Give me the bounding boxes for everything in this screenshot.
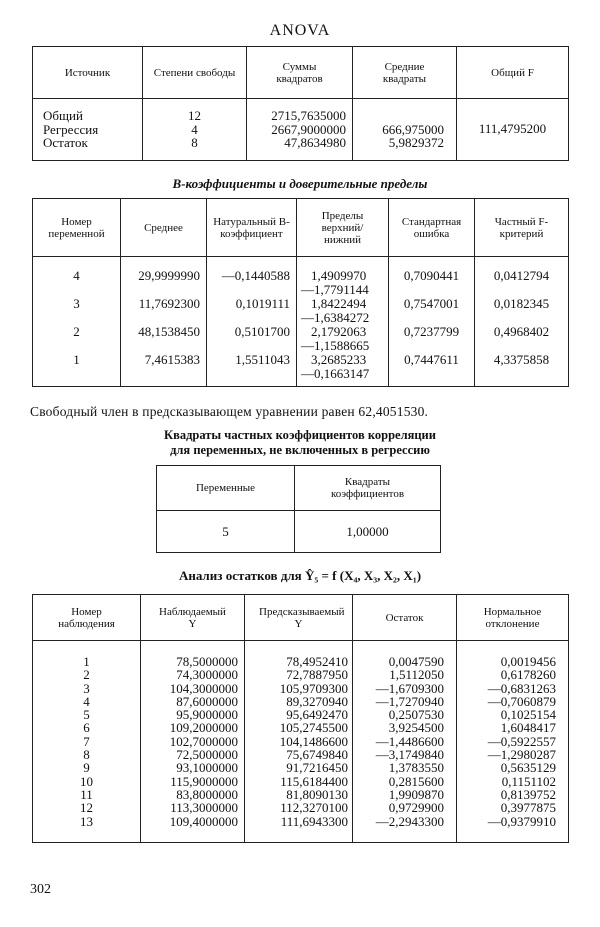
anova-ss: 2715,7635000 2667,9000000 47,8634980 xyxy=(247,99,353,161)
res-header-residual: Остаток xyxy=(353,595,457,641)
residual-cell: 0,0047590 xyxy=(388,654,444,669)
residual-cell: 115,9000000 xyxy=(170,773,238,789)
residual-cell: —1,7270940 xyxy=(375,693,444,709)
residual-cell: 1 xyxy=(83,654,90,669)
residual-cell: —1,6709300 xyxy=(375,680,444,696)
residual-cell: 105,9709300 xyxy=(279,680,348,696)
res-predicted-col xyxy=(245,641,353,843)
residual-cell: 112,3270100 xyxy=(280,800,348,816)
bcoef-title: В-коэффициенты и доверительные пределы xyxy=(172,176,428,191)
bcoef-header-limits: Пределы верхний/нижний xyxy=(297,199,389,257)
anova-df: 12 4 8 xyxy=(143,99,247,161)
residual-cell: 89,3270940 xyxy=(286,693,348,709)
anova-sources: Общий Регрессия Остаток xyxy=(33,99,143,161)
residual-cell: 8 xyxy=(83,747,90,763)
residual-cell: 81,8090130 xyxy=(286,786,348,802)
anova-table xyxy=(32,46,569,161)
residual-cell: 87,6000000 xyxy=(176,693,238,709)
residual-cell: —1,4486600 xyxy=(375,733,444,749)
residual-cell: 1,6048417 xyxy=(500,720,556,736)
residual-cell: 0,0019456 xyxy=(500,654,556,669)
bcoef-header-f: Частный F-критерий xyxy=(475,199,569,257)
residual-cell: 113,3000000 xyxy=(170,800,238,816)
residual-cell: 95,9000000 xyxy=(176,707,238,723)
residual-cell: 1,9909870 xyxy=(388,786,444,802)
residual-cell: 74,3000000 xyxy=(176,667,238,683)
residual-cell: 3 xyxy=(83,680,90,696)
residual-cell: 105,2745500 xyxy=(279,720,348,736)
residual-cell: 93,1000000 xyxy=(176,760,238,776)
bcoef-row: 4 29,9999990 —0,1440588 1,4909970 —1,7791144 0,7090441 0,0412794 xyxy=(33,257,569,297)
residual-cell: 104,1486600 xyxy=(279,733,348,749)
residual-cell: —0,7060879 xyxy=(487,693,556,709)
anova-header-source: Источник xyxy=(33,47,143,99)
residual-cell: 102,7000000 xyxy=(169,733,238,749)
res-header-normal: Нормальное отклонение xyxy=(457,595,569,641)
bcoef-row: 2 48,1538450 0,5101700 2,1792063 —1,1588665 0,7237799 0,4968402 xyxy=(33,324,569,352)
residual-cell: 1,3783550 xyxy=(388,760,444,776)
anova-f-value: 111,4795200 xyxy=(457,99,569,161)
res-residual-col xyxy=(353,641,457,843)
anova-header-f: Общий F xyxy=(457,47,569,99)
res-header-observed: Наблюдаемый Y xyxy=(141,595,245,641)
residual-cell: 72,5000000 xyxy=(176,747,238,763)
residual-cell: 75,6749840 xyxy=(286,747,348,763)
residual-cell: 7 xyxy=(83,733,90,749)
residual-cell: 83,8000000 xyxy=(176,786,238,802)
res-header-predicted: Предсказываемый Y xyxy=(245,595,353,641)
bcoef-header-mean: Среднее xyxy=(121,199,207,257)
residual-cell: 9 xyxy=(83,760,90,776)
anova-title: ANOVA xyxy=(269,22,331,39)
residual-cell: 6 xyxy=(83,720,90,736)
anova-header-ss: Суммы квадратов xyxy=(247,47,353,99)
bcoef-header-var: Номер переменной xyxy=(33,199,121,257)
residual-cell: 11 xyxy=(80,786,93,802)
residual-cell: 115,6184400 xyxy=(280,773,348,789)
res-obs-col xyxy=(33,641,141,843)
bcoef-header-se: Стандартная ошибка xyxy=(389,199,475,257)
residual-cell: 0,9729900 xyxy=(388,800,444,816)
res-header-obs: Номер наблюдения xyxy=(33,595,141,641)
residuals-table xyxy=(32,594,569,843)
intercept-text: Свободный член в предсказывающем уравнении равен 62,4051530. xyxy=(30,404,429,419)
residual-cell: 0,2507530 xyxy=(388,707,444,723)
partial-var: 5 xyxy=(157,511,295,553)
residual-cell: 0,8139752 xyxy=(500,786,556,802)
anova-ms: 666,975000 5,9829372 xyxy=(353,99,457,161)
residual-cell: 12 xyxy=(80,800,93,816)
residual-cell: 78,5000000 xyxy=(176,654,238,669)
residual-cell: —0,5922557 xyxy=(487,733,556,749)
residual-cell: 5 xyxy=(83,707,90,723)
residual-cell: 1,5112050 xyxy=(389,667,444,683)
residual-cell: 10 xyxy=(80,773,93,789)
residual-cell: 72,7887950 xyxy=(286,667,348,683)
residual-cell: 0,2815600 xyxy=(388,773,444,789)
residual-cell: 104,3000000 xyxy=(169,680,238,696)
res-normal-col xyxy=(457,641,569,843)
residual-cell: —0,9379910 xyxy=(487,813,556,829)
bcoef-row: 1 7,4615383 1,5511043 3,2685233 —0,1663147 0,7447611 4,3375858 xyxy=(33,352,569,387)
bcoef-table xyxy=(32,198,569,387)
partial-header-var: Переменные xyxy=(157,466,295,511)
residual-cell: —1,2980287 xyxy=(487,747,556,763)
residual-cell: 0,3977875 xyxy=(500,800,556,816)
residual-cell: —3,1749840 xyxy=(375,747,444,763)
residual-cell: 111,6943300 xyxy=(280,813,348,829)
page-number: 302 xyxy=(30,882,51,897)
residual-cell: —0,6831263 xyxy=(487,680,556,696)
residual-cell: 0,1025154 xyxy=(500,707,556,723)
res-observed-col xyxy=(141,641,245,843)
partial-table xyxy=(156,465,441,553)
bcoef-header-b: Натуральный В-коэффициент xyxy=(207,199,297,257)
residual-cell: 0,1151102 xyxy=(501,773,556,789)
partial-title-line2: для переменных, не включенных в регрессию xyxy=(170,443,430,457)
residual-cell: 2 xyxy=(83,667,90,683)
anova-header-ms: Средние квадраты xyxy=(353,47,457,99)
partial-title-line1: Квадраты частных коэффициентов корреляции xyxy=(164,428,436,442)
bcoef-row: 3 11,7692300 0,1019111 1,8422494 —1,6384272 0,7547001 0,0182345 xyxy=(33,296,569,324)
residual-cell: —2,2943300 xyxy=(375,813,444,829)
residual-cell: 91,7216450 xyxy=(286,760,348,776)
partial-header-value: Квадраты коэффициентов xyxy=(295,466,441,511)
residual-cell: 95,6492470 xyxy=(286,707,348,723)
residual-cell: 13 xyxy=(80,813,93,829)
residual-cell: 0,6178260 xyxy=(500,667,556,683)
residual-cell: 109,4000000 xyxy=(169,813,238,829)
partial-value: 1,00000 xyxy=(295,511,441,553)
residual-cell: 0,5635129 xyxy=(500,760,556,776)
residuals-title: Анализ остатков для Ŷ₅ = f (X₄, X₃, X₂, X₁) xyxy=(178,568,422,583)
residual-cell: 109,2000000 xyxy=(169,720,238,736)
residual-cell: 3,9254500 xyxy=(388,720,444,736)
anova-header-df: Степени свободы xyxy=(143,47,247,99)
residual-cell: 78,4952410 xyxy=(286,654,348,669)
residual-cell: 4 xyxy=(83,693,90,709)
